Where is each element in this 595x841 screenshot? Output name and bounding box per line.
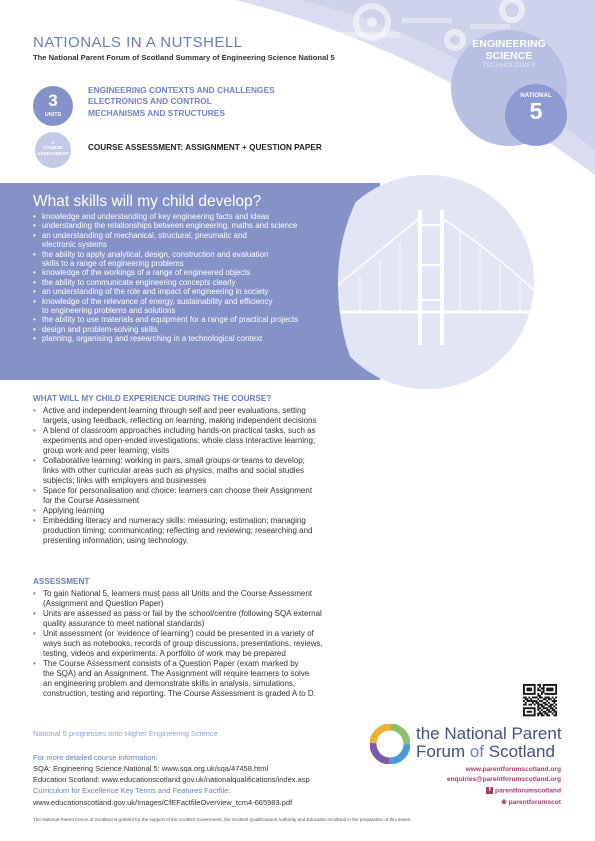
experience-item-line: • Active and independent learning through self and peer evaluations, setting: [43, 406, 306, 415]
experience-item-line: • Applying learning: [43, 506, 105, 515]
assessment-count: 1: [51, 140, 55, 145]
assessment-item-line: (Assignment and Question Paper): [43, 599, 164, 608]
level-number: 5: [529, 98, 543, 124]
assessment-item-line: ways such as notebooks, records of group discussions, presentations, reviews,: [43, 639, 323, 648]
assessment-item-line: • The Course Assessment consists of a Question Paper (exam marked by: [43, 659, 299, 668]
assessment-list: [33, 589, 363, 699]
skill-item: • design and problem-solving skills: [33, 325, 343, 334]
course-assessment-badge: [35, 132, 71, 168]
experience-heading: WHAT WILL MY CHILD EXPERIENCE DURING THE COURSE?: [33, 394, 272, 403]
qr-code[interactable]: [523, 684, 557, 718]
unit-item: MECHANISMS AND STRUCTURES: [88, 107, 225, 118]
experience-item-line: presenting information; using technology.: [43, 536, 189, 545]
cfe-label: Curriculum for Excellence Key Terms and Features Factfile:: [33, 786, 231, 795]
assessment-badge-line2: ASSESSMENT: [37, 150, 69, 156]
subject-category: TECHNOLOGIES: [482, 62, 536, 69]
facebook-handle: parentforumscotland: [495, 787, 561, 795]
cfe-link[interactable]: www.educationscotland.gov.uk/Images/CfEFactfileOverview_tcm4-665983.pdf: [33, 798, 293, 807]
assessment-item-line: an engineering problem and demonstrate skills in analysis, simulations,: [43, 679, 296, 688]
unit-item: ENGINEERING CONTEXTS AND CHALLENGES: [88, 85, 275, 95]
experience-item: [33, 486, 363, 506]
npfs-national-parent: National Parent: [444, 724, 562, 743]
level-label: NATIONAL: [520, 92, 552, 99]
course-assessment-title: COURSE ASSESSMENT: ASSIGNMENT + QUESTION PAPER: [88, 143, 322, 152]
skill-item: • knowledge and understanding of key engineering facts and ideas: [33, 212, 343, 221]
npfs-wordmark: [416, 725, 562, 761]
experience-item-line: experiments and open-ended investigations; whole class interactive learning;: [43, 436, 316, 445]
assessment-item-line: • To gain National 5, learners must pass all Units and the Course Assessment: [43, 589, 313, 598]
skill-item: to engineering problems and solutions: [42, 306, 176, 316]
skill-item: • an understanding of mechanical, structural, pneumatic and: [33, 231, 343, 240]
email-link[interactable]: enquiries@parentforumscotland.org: [446, 776, 561, 783]
skill-item: • knowledge of the relevance of energy, sustainability and efficiency: [33, 297, 343, 306]
experience-item-line: group work and peer learning; visits: [43, 446, 170, 455]
assessment-item-line: quality assurance to meet national standards): [43, 619, 205, 628]
skill-item: • the ability to communicate engineering concepts clearly: [33, 278, 343, 287]
experience-list: [33, 406, 363, 546]
assessment-item: [33, 609, 363, 629]
assessment-item-line: construction, testing and reporting. The Course Assessment is graded A to D.: [43, 689, 316, 698]
assessment-heading: ASSESSMENT: [33, 577, 90, 586]
page-title: NATIONALS IN A NUTSHELL: [33, 34, 243, 51]
assessment-item: [33, 629, 363, 659]
twitter-icon: ❀: [501, 799, 507, 806]
experience-item-line: • Embedding literacy and numeracy skills: measuring; estimation; managing: [43, 516, 306, 525]
footer-note: The National Parent Forum of Scotland is grateful for the support of the Scottish Government, the Scottish Qualifications Authority and Education Scotland in the preparation of this series.: [33, 817, 412, 822]
experience-item: [33, 506, 363, 516]
subject-line2: SCIENCE: [485, 49, 533, 62]
level-badge: [505, 84, 567, 146]
skills-heading: What skills will my child develop?: [33, 193, 262, 210]
twitter-handle: parentforumscot: [508, 799, 561, 806]
skill-item: • the ability to use materials and equipment for a range of practical projects: [33, 315, 343, 324]
experience-item-line: targets, using feedback, reflecting on learning, making independent decisions: [43, 416, 317, 425]
facebook-link[interactable]: [398, 787, 561, 794]
experience-item: [33, 426, 363, 456]
npfs-of: of: [469, 742, 489, 761]
assessment-item-line: • Unit assessment (or 'evidence of learning') could be presented in a variety of: [43, 629, 314, 638]
npfs-the: the: [416, 724, 445, 743]
unit-item: ELECTRONICS AND CONTROL: [88, 96, 212, 107]
units-count: 3: [48, 91, 58, 110]
units-badge: [33, 86, 73, 126]
experience-item-line: production timing; communicating; reflecting and reviewing; researching and: [43, 526, 313, 535]
sqa-link[interactable]: SQA: Engineering Science National 5: www.sqa.org.uk/sqa/47458.html: [33, 764, 269, 773]
more-info-label: For more detailed course information:: [33, 753, 158, 762]
twitter-link[interactable]: [398, 798, 561, 806]
npfs-logo-icon: [370, 724, 410, 764]
experience-item-line: • Collaborative learning: working in pairs, small groups or teams to develop;: [43, 456, 305, 465]
experience-item: [33, 456, 363, 486]
experience-item-line: subjects; links with employers and businesses: [43, 476, 207, 485]
assessment-item: [33, 659, 363, 699]
experience-item-line: • A blend of classroom approaches including hands-on practical tasks, such as: [43, 426, 316, 435]
assessment-item-line: the SQA) and an Assignment. The Assignment will require learners to solve: [43, 669, 310, 678]
skill-item: skills to a range of engineering problems: [42, 259, 184, 269]
assessment-badge-line1: COURSE: [43, 145, 63, 151]
facebook-icon: f: [486, 787, 493, 794]
skill-item: • the ability to apply analytical, design, construction and evaluation: [33, 250, 343, 259]
units-label: UNITS: [44, 112, 62, 118]
units-list: [88, 85, 275, 119]
skill-item: • knowledge of the workings of a range of engineered objects: [33, 268, 343, 277]
website-link[interactable]: www.parentforumscotland.org: [465, 766, 561, 773]
skill-item: • an understanding of the role and impact of engineering in society: [33, 287, 343, 296]
experience-item-line: for the Course Assessment: [43, 496, 140, 505]
npfs-scotland: Scotland: [488, 742, 555, 761]
assessment-item: [33, 589, 363, 609]
experience-item: [33, 516, 363, 546]
experience-item: [33, 406, 363, 426]
assessment-item-line: testing, videos and experiments. A portfolio of work may be prepared: [43, 649, 286, 658]
subject-line1: ENGINEERING: [472, 38, 546, 50]
assessment-item-line: • Units are assessed as pass or fail by the school/centre (following SQA external: [43, 609, 322, 618]
education-scotland-link[interactable]: Education Scotland: www.educationscotland.gov.uk/nationalqualifications/index.asp: [33, 775, 310, 784]
npfs-forum: Forum: [416, 742, 470, 761]
skill-item: • planning, organising and researching in a technological context: [33, 334, 343, 343]
subject-name: [452, 39, 566, 62]
page-subtitle: The National Parent Forum of Scotland Summary of Engineering Science National 5: [33, 53, 335, 62]
progression-text: National 5 progresses onto Higher Engineering Science: [33, 729, 218, 738]
skill-item: • understanding the relationships between engineering, maths and science: [33, 221, 343, 230]
experience-item-line: links with other curricular areas such as physics, maths and social studies: [43, 466, 304, 475]
skill-item: electronic systems: [42, 240, 107, 250]
experience-item-line: • Space for personalisation and choice: learners can choose their Assignment: [43, 486, 313, 495]
skills-list: [33, 212, 343, 344]
